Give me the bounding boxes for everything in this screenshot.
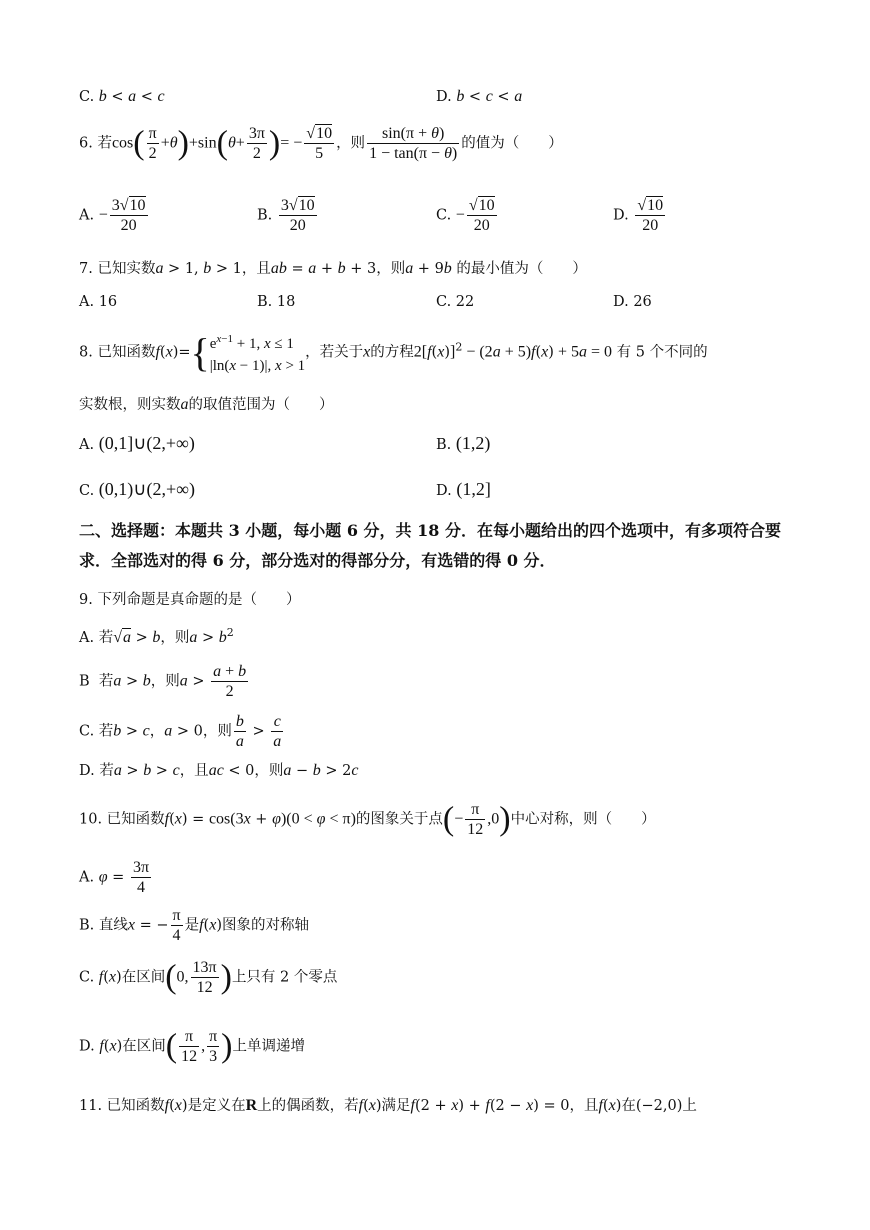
q10-option-d: D. f(x)在区间( $\frac{\pi}{12}$ , $\frac{\pi}{3}$ )上单调递增 xyxy=(79,1027,305,1065)
q7-option-b: B. 18 xyxy=(257,294,296,310)
q5-option-c: C. b < a < c xyxy=(79,88,165,105)
question-7: 7. 已知实数a > 1, b > 1，且ab = a + b + 3，则a + 9b 的最小值为（ ） xyxy=(79,260,587,277)
q9-option-d: D. 若a > b > c，且ac < 0，则a − b > 2c xyxy=(79,762,359,779)
q9-option-c: C. 若b > c，a > 0，则 $\frac{b}{a}$ > $\frac{c}{a}$ xyxy=(79,713,282,750)
q10-option-b: B. 直线x = − $\frac{\pi}{4}$ 是f(x)图象的对称轴 xyxy=(79,907,309,944)
q8-option-a: A. (0,1]∪(2,+∞) xyxy=(79,433,195,453)
section-2-header: 二、选择题：本题共 3 小题，每小题 6 分，共 18 分．在每小题给出的四个选项中，有多项符合要求．全部选对的得 6 分，部分选对的得部分分，有选错的得 0 分． xyxy=(79,521,781,571)
q10-option-c: C. f(x)在区间(0, $\frac{13\pi}{12}$ )上只有 2 个零点 xyxy=(79,958,338,996)
q5-option-d: D. b < c < a xyxy=(436,88,523,105)
question-10: 10. 已知函数f(x) = cos(3x + φ)(0 < φ < π)的图象关于点(− $\frac{\pi}{12}$ ,0)中心对称，则（ ） xyxy=(79,800,656,838)
q7-option-a: A. 16 xyxy=(79,294,118,310)
question-9: 9. 下列命题是真命题的是（ ） xyxy=(79,592,301,608)
question-8: 8. 已知函数$f(x)=\{e^{x-1} + 1$, x ≤ 1 |ln(x − 1)|, x > 1，若关于x的方程$2[f(x)]^2 - (2a + 5)f(x) + 5a = 0$ 有 5 个不同的 xyxy=(79,329,708,375)
q8-option-b: B. (1,2) xyxy=(436,433,491,453)
q7-option-c: C. 22 xyxy=(436,294,475,310)
q9-option-b: B 若a > b，则a > $\frac{a + b}{2}$ xyxy=(79,663,247,700)
q9-option-a: A. 若√a > b，则$a > b^2$ xyxy=(79,626,234,646)
question-6: 6. 若cos( $\frac{\pi}{2}$ +θ)+sin(θ+ $\frac{3\pi}{2}$ )= − $\frac{√10}{5}$ ，则 $\frac{\sin(\pi + \theta)}{1 - \tan(\pi - \theta)}$ 的值为（ ） xyxy=(79,124,563,162)
q8-option-d: D. (1,2] xyxy=(436,479,491,499)
q6-option-a: A. − $\frac{3√10}{20}$ xyxy=(79,197,146,234)
q6-option-c: C. − $\frac{√10}{20}$ xyxy=(436,197,495,234)
q10-option-a: A. φ = $\frac{3\pi}{4}$ xyxy=(79,859,150,896)
q6-option-d: D. $\frac{√10}{20}$ xyxy=(613,197,664,234)
q6-option-b: B. $\frac{3√10}{20}$ xyxy=(257,197,315,234)
q7-option-d: D. 26 xyxy=(613,294,652,310)
q8-option-c: C. (0,1)∪(2,+∞) xyxy=(79,479,195,499)
question-8-line2: 实数根，则实数a的取值范围为（ ） xyxy=(79,396,334,413)
question-11: 11. 已知函数f(x)是定义在R上的偶函数，若f(x)满足f(2 + x) + f(2 − x) = 0，且f(x)在(−2,0)上 xyxy=(79,1097,697,1114)
